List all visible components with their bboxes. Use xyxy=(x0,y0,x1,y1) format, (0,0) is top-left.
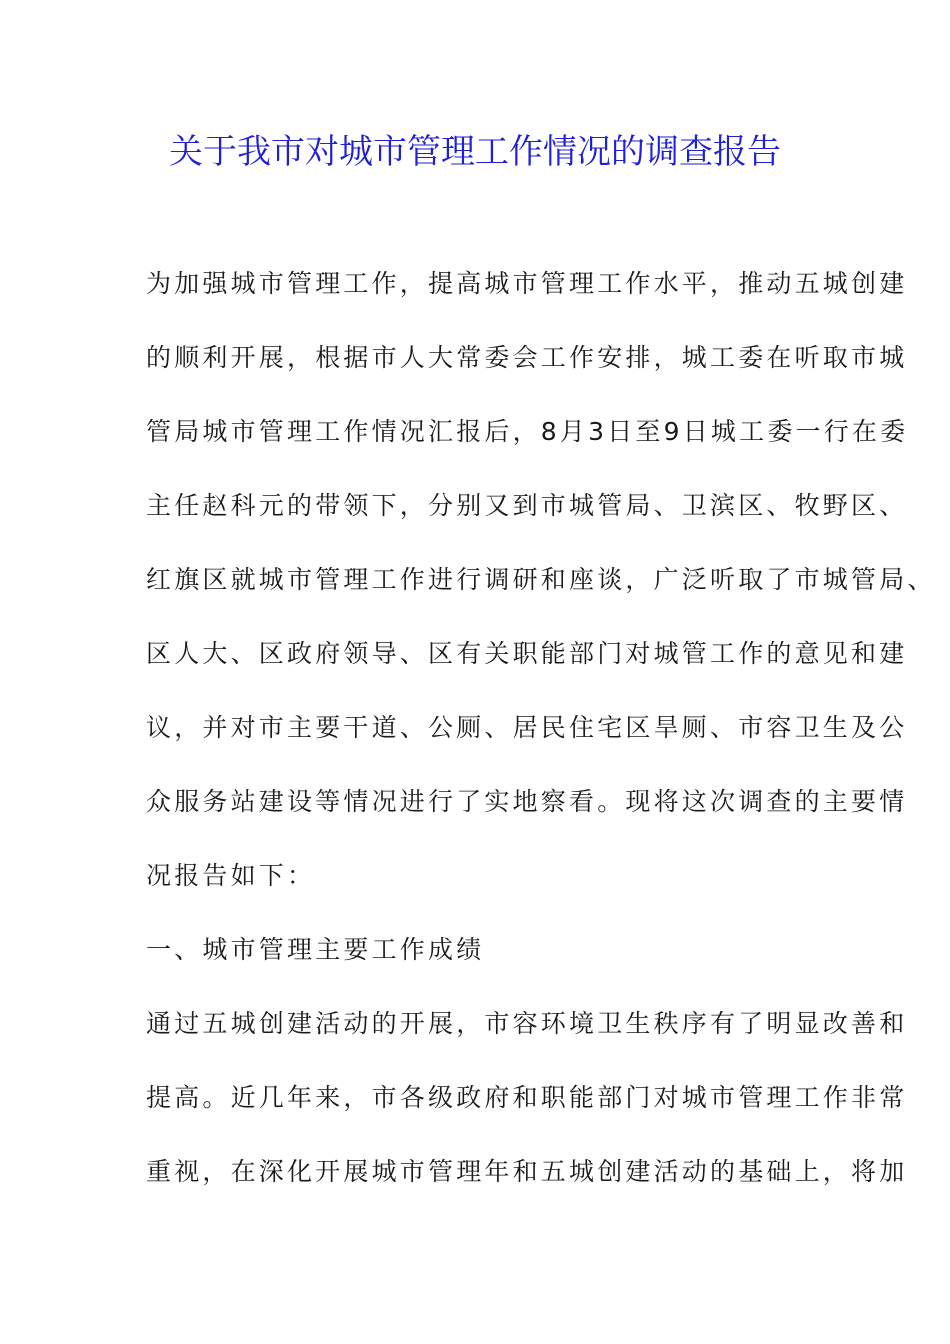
body-line: 通过五城创建活动的开展，市容环境卫生秩序有了明显改善和 xyxy=(146,1009,908,1038)
body-line: 管局城市管理工作情况汇报后，8月3日至9日城工委一行在委 xyxy=(146,417,909,446)
body-line: 红旗区就城市管理工作进行调研和座谈，广泛听取了市城管局、 xyxy=(146,565,936,594)
body-line: 区人大、区政府领导、区有关职能部门对城管工作的意见和建 xyxy=(146,639,908,668)
document-body xyxy=(146,262,936,1224)
document-title: 关于我市对城市管理工作情况的调查报告 xyxy=(169,132,781,172)
body-line: 众服务站建设等情况进行了实地察看。现将这次调查的主要情 xyxy=(146,787,908,816)
body-line: 提高。近几年来，市各级政府和职能部门对城市管理工作非常 xyxy=(146,1083,908,1112)
body-line: 重视，在深化开展城市管理年和五城创建活动的基础上，将加 xyxy=(146,1157,908,1186)
body-line: 主任赵科元的带领下，分别又到市城管局、卫滨区、牧野区、 xyxy=(146,491,908,520)
body-line: 为加强城市管理工作，提高城市管理工作水平，推动五城创建 xyxy=(146,269,908,298)
body-line: 议，并对市主要干道、公厕、居民住宅区旱厕、市容卫生及公 xyxy=(146,713,908,742)
section-heading: 一、城市管理主要工作成绩 xyxy=(146,935,485,964)
body-line: 况报告如下： xyxy=(146,861,316,890)
body-line: 的顺利开展，根据市人大常委会工作安排，城工委在听取市城 xyxy=(146,343,908,372)
